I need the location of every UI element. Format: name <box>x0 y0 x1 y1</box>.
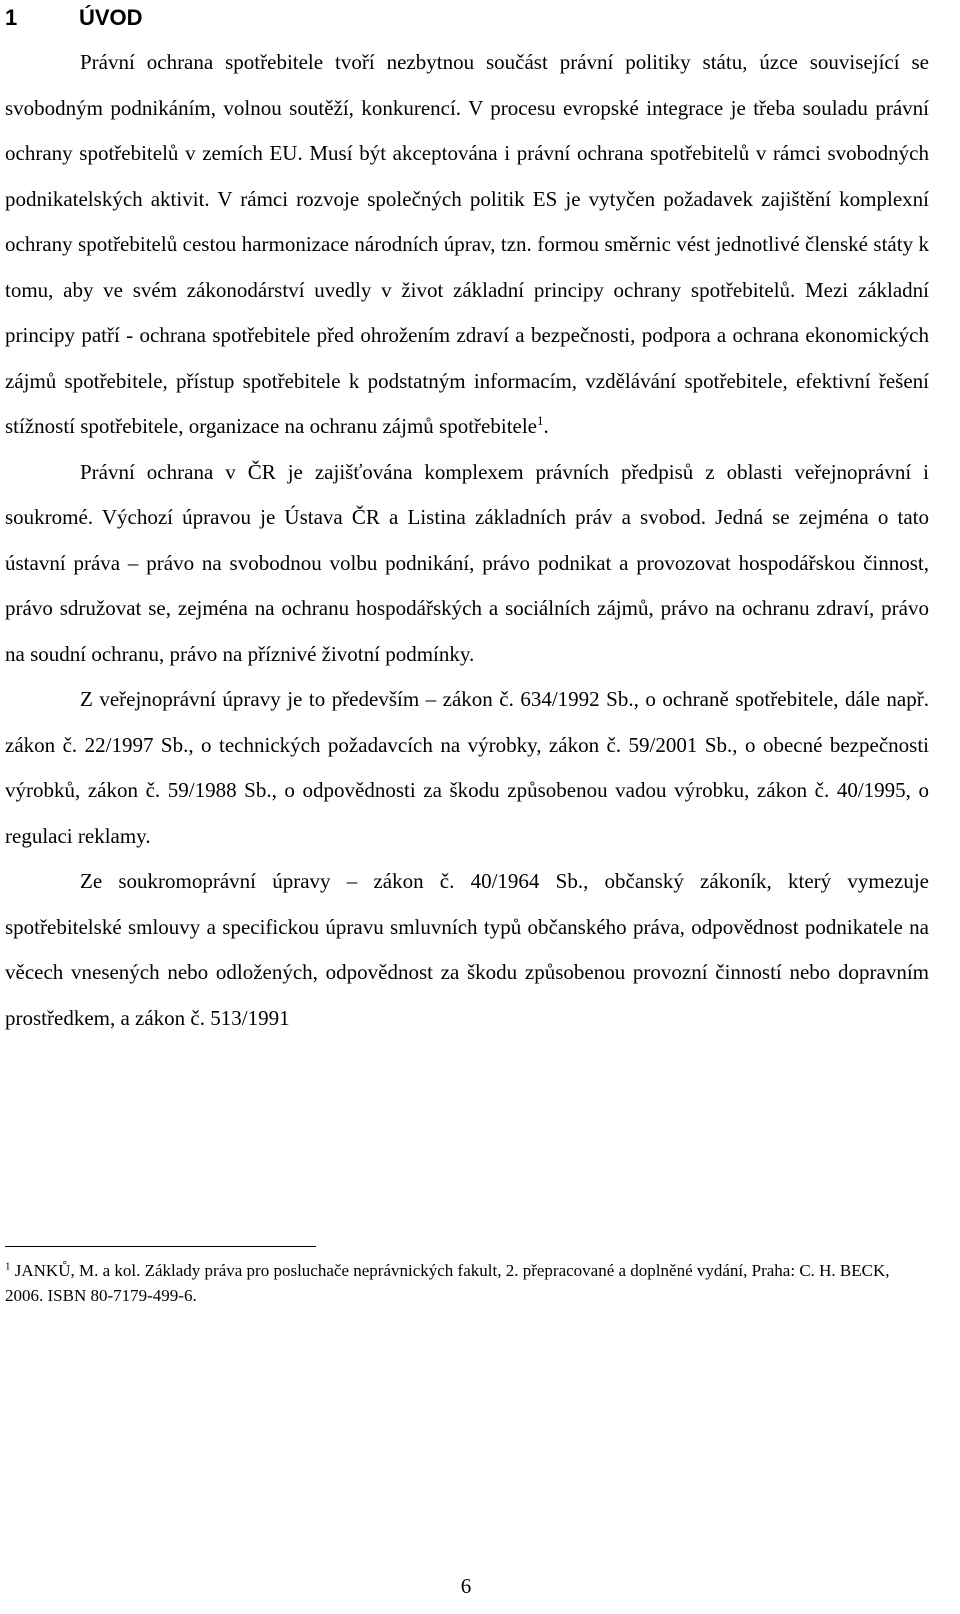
footnote-marker: 1 <box>5 1260 11 1273</box>
section-number: 1 <box>5 5 18 30</box>
paragraph-4: Ze soukromoprávní úpravy – zákon č. 40/1964 Sb., občanský zákoník, který vymezuje spotřebitelské smlouvy a specifickou úpravu smluvních typů občanského práva, odpovědnost podnikatele na věcech vnesených nebo odložených, odpovědnost za škodu způsobenou provozní činností nebo dopravním prostředkem, a zákon č. 513/1991 <box>5 869 929 1030</box>
section-title: ÚVOD <box>79 5 143 30</box>
footnote-text: JANKŮ, M. a kol. Základy práva pro posluchače neprávnických fakult, 2. přepracované a doplněné vydání, Praha: C. H. BECK, 2006. ISBN 80-7179-499-6. <box>5 1261 890 1305</box>
paragraph-1-end: . <box>543 414 549 438</box>
body-text <box>5 40 929 1041</box>
footnote-separator <box>5 1246 316 1247</box>
paragraph-3: Z veřejnoprávní úpravy je to především – zákon č. 634/1992 Sb., o ochraně spotřebitele, dále např. zákon č. 22/1997 Sb., o technických požadavcích na výrobky, zákon č. 59/2001 Sb., o obecné bezpečnosti výrobků, zákon č. 59/1988 Sb., o odpovědnosti za škodu způsobenou vadou výrobku, zákon č. 40/1995, o regulaci reklamy. <box>5 687 929 848</box>
paragraph-1 <box>5 40 929 450</box>
footnote-reference: 1 <box>537 413 544 428</box>
paragraph-1-text: Právní ochrana spotřebitele tvoří nezbytnou součást právní politiky státu, úzce související se svobodným podnikáním, volnou soutěží, konkurencí. V procesu evropské integrace je třeba souladu právní ochrany spotřebitelů v zemích EU. Musí být akceptována i právní ochrana spotřebitelů v rámci svobodných podnikatelských aktivit. V rámci rozvoje společných politik ES je vytyčen požadavek zajištění komplexní ochrany spotřebitelů cestou harmonizace národních úprav, tzn. formou směrnic vést jednotlivé členské státy k tomu, aby ve svém zákonodárství uvedly v život základní principy ochrany spotřebitelů. Mezi základní principy patří - ochrana spotřebitele před ohrožením zdraví a bezpečnosti, podpora a ochrana ekonomických zájmů spotřebitele, přístup spotřebitele k podstatným informacím, vzdělávání spotřebitele, efektivní řešení stížností spotřebitele, organizace na ochranu zájmů spotřebitele <box>5 50 929 438</box>
section-heading <box>5 3 143 33</box>
footnote <box>5 1258 929 1308</box>
paragraph-2: Právní ochrana v ČR je zajišťována komplexem právních předpisů z oblasti veřejnoprávní i soukromé. Výchozí úpravou je Ústava ČR a Listina základních práv a svobod. Jedná se zejména o tato ústavní práva – právo na svobodnou volbu podnikání, právo podnikat a provozovat hospodářskou činnost, právo sdružovat se, zejména na ochranu hospodářských a sociálních zájmů, právo na ochranu zdraví, právo na soudní ochranu, právo na příznivé životní podmínky. <box>5 459 929 666</box>
page-number: 6 <box>460 1574 472 1598</box>
